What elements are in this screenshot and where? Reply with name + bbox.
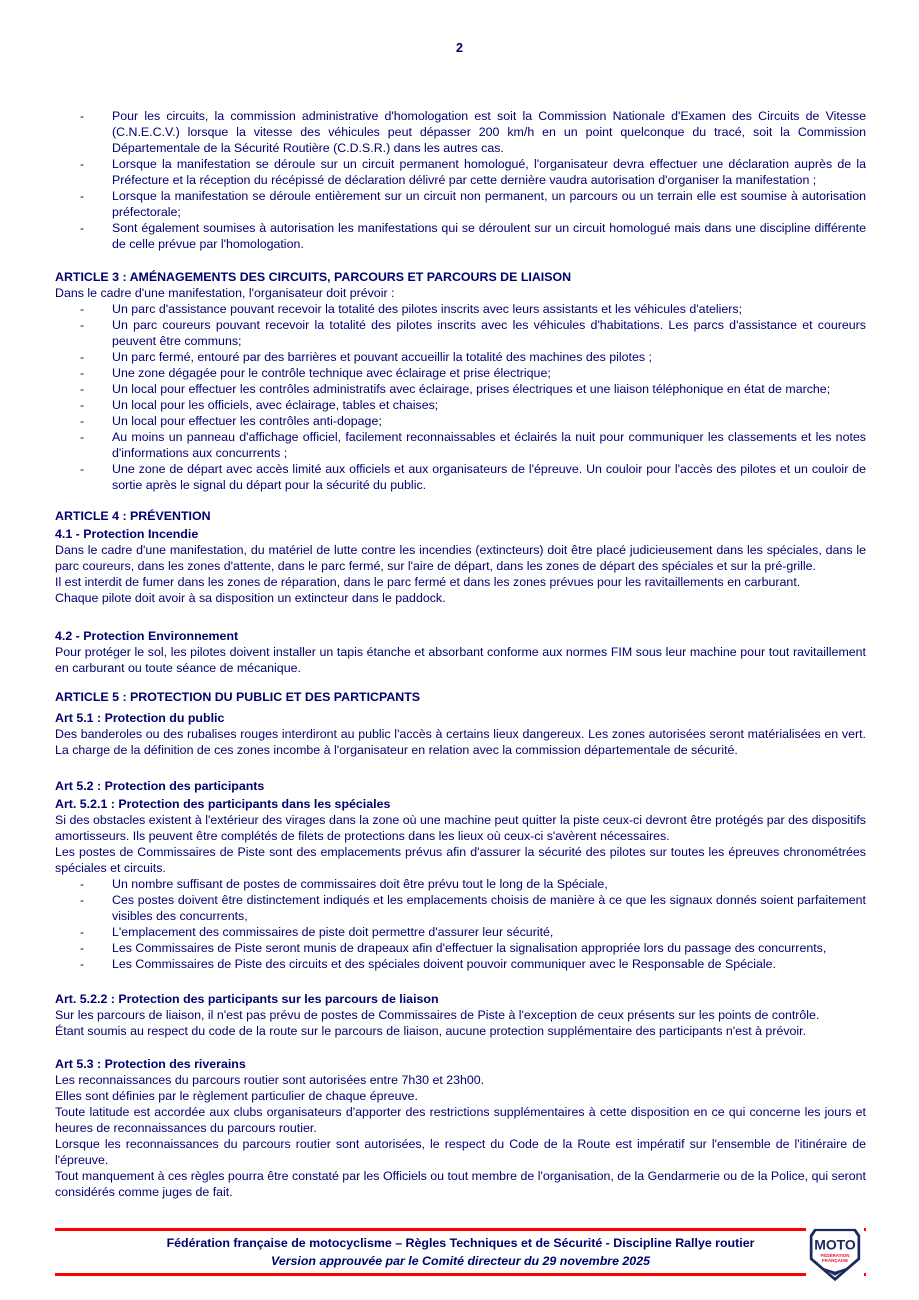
paragraph: Il est interdit de fumer dans les zones de réparation, dans le parc fermé et dans les zones prévues pour les ravitaillements en carburant. <box>55 575 801 589</box>
document-body <box>55 108 866 1200</box>
list-item <box>55 429 866 461</box>
section-subheading: Art 5.1 : Protection du public <box>55 711 225 725</box>
page-number: 2 <box>456 41 463 55</box>
paragraph: Tout manquement à ces règles pourra être constaté par les Officiels ou tout membre de l'organisation, de la Gendarmerie ou de la Police, qui seront considérés comme juges de fait. <box>55 1169 866 1199</box>
list-item-text: Un nombre suffisant de postes de commissaires doit être prévu tout le long de la Spéciale, <box>112 877 608 891</box>
list-item-text: Pour les circuits, la commission administrative d'homologation est soit la Commission Nationale d'Examen des Circuits de Vitesse (C.N.E.C.V.) lorsque la vitesse des véhicules peut dépasser 200 km/h en un point quelconque du tracé, soit la Commission Départementale de la Sécurité Routière (C.D.S.R.) dans les autres cas. <box>112 109 866 155</box>
list-item-text: Les Commissaires de Piste des circuits et des spéciales doivent pouvoir communiquer avec le Responsable de Spéciale. <box>112 957 776 971</box>
bullet-list <box>55 301 866 493</box>
section-subheading: Art. 5.2.1 : Protection des participants dans les spéciales <box>55 797 391 811</box>
list-item-text: Lorsque la manifestation se déroule entièrement sur un circuit non permanent, un parcours ou un terrain elle est soumise à autorisation préfectorale; <box>112 189 866 219</box>
list-item-text: Un local pour effectuer les contrôles administratifs avec éclairage, prises électriques et une liaison téléphonique en état de marche; <box>112 382 831 396</box>
list-item <box>55 108 866 156</box>
list-item-text: Un parc fermé, entouré par des barrières et pouvant accueillir la totalité des machines des pilotes ; <box>112 350 652 364</box>
list-item <box>55 413 866 429</box>
section-subheading: 4.1 - Protection Incendie <box>55 527 199 541</box>
bullet-dash: - <box>80 925 85 939</box>
vertical-spacer <box>55 252 866 269</box>
vertical-spacer <box>55 676 866 689</box>
section-subheading: Art 5.2 : Protection des participants <box>55 779 265 793</box>
bullet-dash: - <box>80 430 85 444</box>
bullet-dash: - <box>80 109 85 123</box>
list-item <box>55 397 866 413</box>
paragraph: Les reconnaissances du parcours routier sont autorisées entre 7h30 et 23h00. <box>55 1073 485 1087</box>
list-item-text: Un parc d'assistance pouvant recevoir la totalité des pilotes inscrits avec leurs assistants et les véhicules d'ateliers; <box>112 302 743 316</box>
list-item <box>55 317 866 349</box>
paragraph: Si des obstacles existent à l'extérieur des virages dans la zone où une machine peut quitter la piste ceux-ci devront être protégés par des dispositifs amortisseurs. Ils peuvent être complétés de filets de protections dans les lieux où ceux-ci s'avèrent nécessaires. <box>55 813 866 843</box>
vertical-spacer <box>55 972 866 991</box>
paragraph: Des banderoles ou des rubalises rouges interdiront au public l'accès à certains lieux dangereux. Les zones autorisées seront matérialisées en vert. La charge de la définition de ces zones incombe à l'organisateur en relation avec la commission départementale de sécurité. <box>55 727 866 757</box>
bullet-dash: - <box>80 877 85 891</box>
section-subheading: 4.2 - Protection Environnement <box>55 629 239 643</box>
list-item <box>55 876 866 892</box>
bullet-dash: - <box>80 414 85 428</box>
vertical-spacer <box>55 1039 866 1056</box>
list-item <box>55 892 866 924</box>
list-item-text: Une zone de départ avec accès limité aux officiels et aux organisateurs de l'épreuve. Un couloir pour l'accès des pilotes et un couloir de sortie après le signal du départ pour la sécurité du public. <box>112 462 866 492</box>
bullet-dash: - <box>80 366 85 380</box>
bullet-dash: - <box>80 157 85 171</box>
article-heading: ARTICLE 4 : PRÉVENTION <box>55 509 211 523</box>
bullet-list <box>55 876 866 972</box>
paragraph: Pour protéger le sol, les pilotes doivent installer un tapis étanche et absorbant conforme aux normes FIM sous leur machine pour tout ravitaillement en carburant ou toute séance de mécanique. <box>55 645 866 675</box>
moto-federation-francaise-shield-icon <box>808 1227 862 1283</box>
ffm-logo <box>806 1225 864 1285</box>
list-item-text: Les Commissaires de Piste seront munis de drapeaux afin d'effectuer la signalisation appropriée lors du passage des concurrents, <box>112 941 827 955</box>
article-heading: ARTICLE 5 : PROTECTION DU PUBLIC ET DES PARTICPANTS <box>55 690 421 704</box>
footer-rule-bottom <box>55 1273 866 1276</box>
paragraph: Étant soumis au respect du code de la route sur le parcours de liaison, aucune protection supplémentaire des participants n'est à prévoir. <box>55 1024 807 1038</box>
paragraph: Chaque pilote doit avoir à sa disposition un extincteur dans le paddock. <box>55 591 446 605</box>
list-item <box>55 188 866 220</box>
footer-line-1: Fédération française de motocyclisme – Règles Techniques et de Sécurité - Discipline Rallye routier <box>166 1236 755 1250</box>
bullet-dash: - <box>80 350 85 364</box>
svg-text:FÉDÉRATION: FÉDÉRATION <box>820 1252 850 1258</box>
list-item-text: Un parc coureurs pouvant recevoir la totalité des pilotes inscrits avec les véhicules d'habitations. Les parcs d'assistance et coureurs peuvent être communs; <box>112 318 866 348</box>
bullet-list <box>55 108 866 252</box>
bullet-dash: - <box>80 221 85 235</box>
svg-text:FRANÇAISE: FRANÇAISE <box>821 1258 849 1264</box>
article-heading: ARTICLE 3 : AMÉNAGEMENTS DES CIRCUITS, PARCOURS ET PARCOURS DE LIAISON <box>55 270 572 284</box>
paragraph: Dans le cadre d'une manifestation, du matériel de lutte contre les incendies (extincteurs) doit être placé judicieusement dans les spéciales, dans le parc coureurs, dans les zones d'attente, dans le parc fermé, sur l'aire de départ, dans les zones de départ des spéciales et sur la pré-grille. <box>55 543 866 573</box>
list-item-text: Sont également soumises à autorisation les manifestations qui se déroulent sur un circuit homologué mais dans une discipline différente de celle prévue par l'homologation. <box>112 221 866 251</box>
list-item <box>55 156 866 188</box>
paragraph: Elles sont définies par le règlement particulier de chaque épreuve. <box>55 1089 418 1103</box>
footer-line-2: Version approuvée par le Comité directeur du 29 novembre 2025 <box>271 1254 650 1268</box>
section-subheading: Art. 5.2.2 : Protection des participants sur les parcours de liaison <box>55 992 439 1006</box>
vertical-spacer <box>55 758 866 778</box>
footer-rule-top <box>55 1228 866 1231</box>
vertical-spacer <box>55 606 866 628</box>
list-item <box>55 381 866 397</box>
bullet-dash: - <box>80 893 85 907</box>
list-item <box>55 940 866 956</box>
list-item-text: Une zone dégagée pour le contrôle technique avec éclairage et prise électrique; <box>112 366 551 380</box>
list-item <box>55 956 866 972</box>
paragraph: Lorsque les reconnaissances du parcours routier sont autorisées, le respect du Code de la Route est impératif sur l'ensemble de l'itinéraire de l'épreuve. <box>55 1137 866 1167</box>
svg-text:MOTO: MOTO <box>814 1236 856 1253</box>
list-item <box>55 924 866 940</box>
paragraph: Sur les parcours de liaison, il n'est pas prévu de postes de Commissaires de Piste à l'exception de ceux présents sur les points de contrôle. <box>55 1008 820 1022</box>
list-item <box>55 365 866 381</box>
list-item-text: Un local pour effectuer les contrôles anti-dopage; <box>112 414 382 428</box>
bullet-dash: - <box>80 957 85 971</box>
bullet-dash: - <box>80 302 85 316</box>
list-item <box>55 349 866 365</box>
section-subheading: Art 5.3 : Protection des riverains <box>55 1057 246 1071</box>
list-item <box>55 301 866 317</box>
bullet-dash: - <box>80 462 85 476</box>
list-item <box>55 461 866 493</box>
page-footer <box>55 1234 866 1270</box>
vertical-spacer <box>55 493 866 508</box>
bullet-dash: - <box>80 941 85 955</box>
list-item <box>55 220 866 252</box>
paragraph: Les postes de Commissaires de Piste sont des emplacements prévus afin d'assurer la sécurité des pilotes sur toutes les épreuves chronométrées spéciales et circuits. <box>55 845 866 875</box>
bullet-dash: - <box>80 318 85 332</box>
list-item-text: Au moins un panneau d'affichage officiel, facilement reconnaissables et éclairés la nuit pour communiquer les classements et les notes d'informations aux concurrents ; <box>112 430 866 460</box>
paragraph: Dans le cadre d'une manifestation, l'organisateur doit prévoir : <box>55 286 395 300</box>
paragraph: Toute latitude est accordée aux clubs organisateurs d'apporter des restrictions supplémentaires à cette disposition en ce qui concerne les jours et heures de reconnaissances du parcours routier. <box>55 1105 866 1135</box>
list-item-text: Un local pour les officiels, avec éclairage, tables et chaises; <box>112 398 439 412</box>
list-item-text: Ces postes doivent être distinctement indiqués et les emplacements choisis de manière à ce que les signaux donnés soient parfaitement visibles des concurrents, <box>112 893 866 923</box>
list-item-text: Lorsque la manifestation se déroule sur un circuit permanent homologué, l'organisateur devra effectuer une déclaration auprès de la Préfecture et la réception du récépissé de déclaration délivré par cette dernière vaudra autorisation d'organiser la manifestation ; <box>112 157 866 187</box>
list-item-text: L'emplacement des commissaires de piste doit permettre d'assurer leur sécurité, <box>112 925 554 939</box>
bullet-dash: - <box>80 398 85 412</box>
bullet-dash: - <box>80 189 85 203</box>
bullet-dash: - <box>80 382 85 396</box>
